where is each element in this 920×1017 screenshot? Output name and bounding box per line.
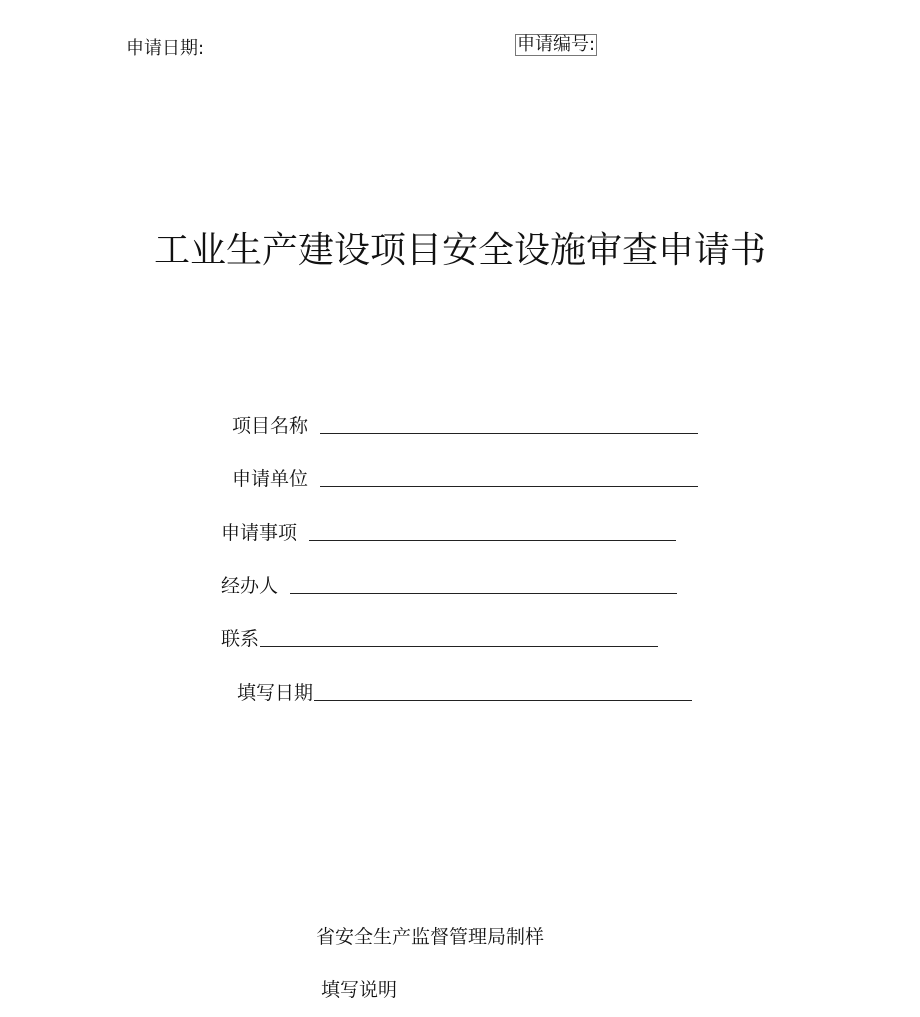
application-matter-blank xyxy=(309,539,676,541)
document-title: 工业生产建设项目安全设施审查申请书 xyxy=(153,230,766,271)
contact-field xyxy=(221,624,658,651)
application-date-label: 申请日期: xyxy=(126,38,205,59)
application-matter-field xyxy=(221,518,676,545)
project-name-blank xyxy=(320,432,698,434)
handler-field xyxy=(221,571,677,598)
application-matter-label: 申请事项 xyxy=(221,522,298,544)
fill-date-field xyxy=(237,678,692,705)
contact-label: 联系 xyxy=(221,628,260,650)
fill-date-blank xyxy=(314,699,692,701)
project-name-label: 项目名称 xyxy=(232,415,309,437)
instructions-heading: 填写说明 xyxy=(321,979,398,1001)
fill-date-label: 填写日期 xyxy=(237,682,314,704)
contact-blank xyxy=(260,645,658,647)
applicant-unit-field xyxy=(232,464,698,491)
handler-blank xyxy=(290,592,677,594)
application-number-label: 申请编号: xyxy=(517,34,596,55)
applicant-unit-label: 申请单位 xyxy=(232,468,309,490)
issuer-note: 省安全生产监督管理局制样 xyxy=(316,926,545,948)
handler-label: 经办人 xyxy=(221,575,279,597)
applicant-unit-blank xyxy=(320,485,698,487)
project-name-field xyxy=(232,411,698,438)
